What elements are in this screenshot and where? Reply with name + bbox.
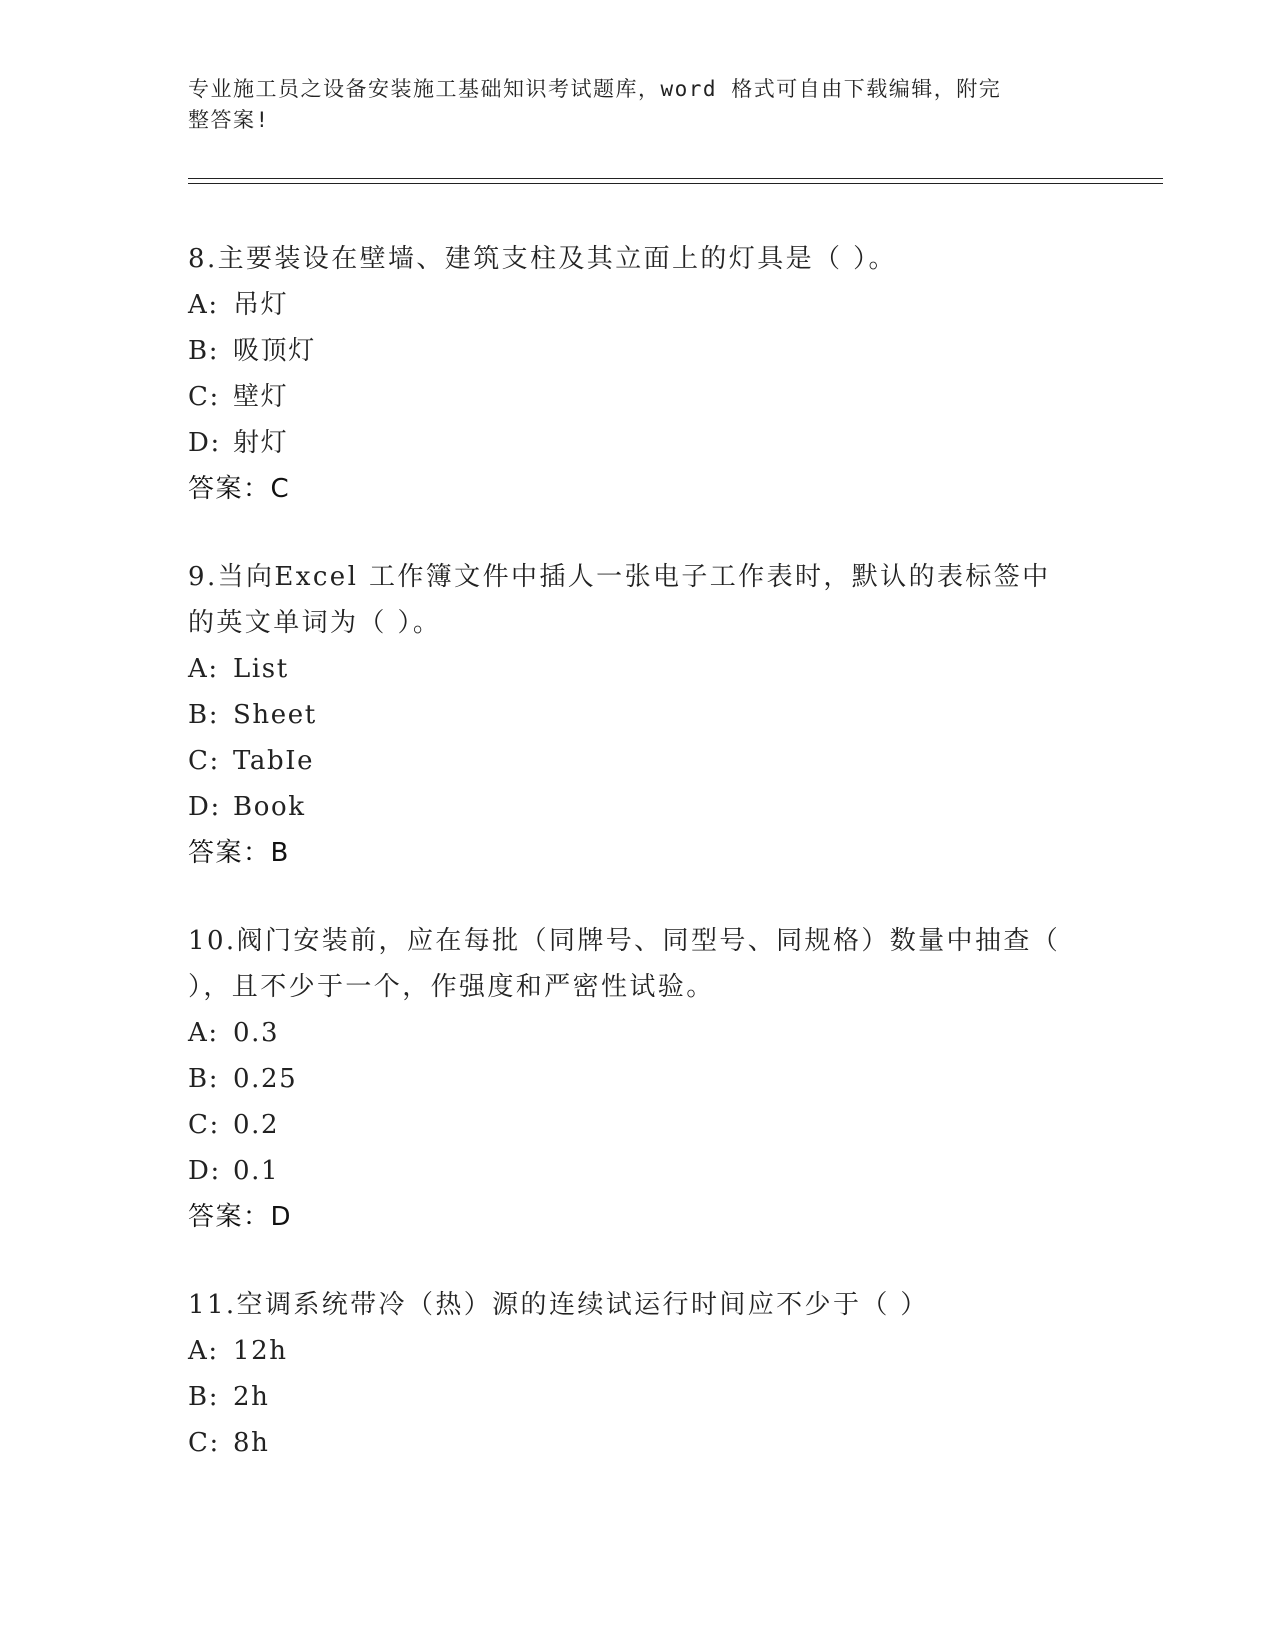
answer-option (188, 282, 1088, 328)
option-text: 0.25 (233, 1064, 298, 1094)
option-key: D: (188, 1156, 221, 1186)
answer-option (188, 1148, 1088, 1194)
option-key: B: (188, 336, 220, 366)
option-text: Sheet (233, 700, 317, 730)
question-text: 10.阀门安装前，应在每批（同牌号、同型号、同规格）数量中抽查（ (188, 926, 1061, 956)
question-block (188, 918, 1088, 1240)
option-key: C: (188, 1428, 220, 1458)
answer-option (188, 692, 1088, 738)
option-key: B: (188, 700, 220, 730)
option-text: 0.1 (233, 1156, 280, 1186)
header-divider-top (188, 178, 1163, 179)
question-list (188, 236, 1088, 1508)
answer-option (188, 738, 1088, 784)
option-key: A: (188, 1336, 219, 1366)
answer-option (188, 1010, 1088, 1056)
header-line-1: 专业施工员之设备安装施工基础知识考试题库，word 格式可自由下载编辑，附完 (188, 77, 1002, 101)
question-block (188, 1282, 1088, 1466)
answer-option (188, 1328, 1088, 1374)
answer-line: 答案：C (188, 474, 291, 504)
answer-option (188, 1102, 1088, 1148)
option-key: D: (188, 792, 221, 822)
option-key: C: (188, 382, 220, 412)
option-text: TabIe (233, 746, 315, 776)
document-header (188, 74, 1068, 136)
option-text: 0.3 (233, 1018, 280, 1048)
option-text: 0.2 (233, 1110, 280, 1140)
option-key: C: (188, 1110, 220, 1140)
answer-option (188, 374, 1088, 420)
question-text: 8.主要装设在壁墙、建筑支柱及其立面上的灯具是（ ）。 (188, 244, 897, 274)
header-divider-bottom (188, 183, 1163, 184)
option-text: 吊灯 (233, 290, 289, 320)
answer-option (188, 1374, 1088, 1420)
option-key: B: (188, 1064, 220, 1094)
option-text: 8h (233, 1428, 270, 1458)
answer-option (188, 784, 1088, 830)
option-text: 吸顶灯 (233, 336, 316, 366)
option-text: 射灯 (233, 428, 289, 458)
option-text: 壁灯 (233, 382, 289, 412)
question-text: 9.当向Excel 工作簿文件中插人一张电子工作表时，默认的表标签中 (188, 562, 1051, 592)
option-key: D: (188, 428, 221, 458)
answer-option (188, 1420, 1088, 1466)
option-key: B: (188, 1382, 220, 1412)
answer-option (188, 1056, 1088, 1102)
option-text: Book (233, 792, 306, 822)
question-text: ），且不少于一个，作强度和严密性试验。 (188, 972, 715, 1002)
question-block (188, 554, 1088, 876)
question-text: 的英文单词为（ ）。 (188, 608, 442, 638)
question-block (188, 236, 1088, 512)
answer-line: 答案：B (188, 838, 290, 868)
option-text: 12h (233, 1336, 288, 1366)
option-text: List (233, 654, 289, 684)
header-line-2: 整答案! (188, 108, 270, 132)
answer-option (188, 328, 1088, 374)
answer-option (188, 420, 1088, 466)
answer-line: 答案：D (188, 1202, 293, 1232)
option-key: C: (188, 746, 220, 776)
option-key: A: (188, 290, 219, 320)
option-text: 2h (233, 1382, 270, 1412)
option-key: A: (188, 654, 219, 684)
answer-option (188, 646, 1088, 692)
option-key: A: (188, 1018, 219, 1048)
question-text: 11.空调系统带冷（热）源的连续试运行时间应不少于（ ） (188, 1290, 929, 1320)
